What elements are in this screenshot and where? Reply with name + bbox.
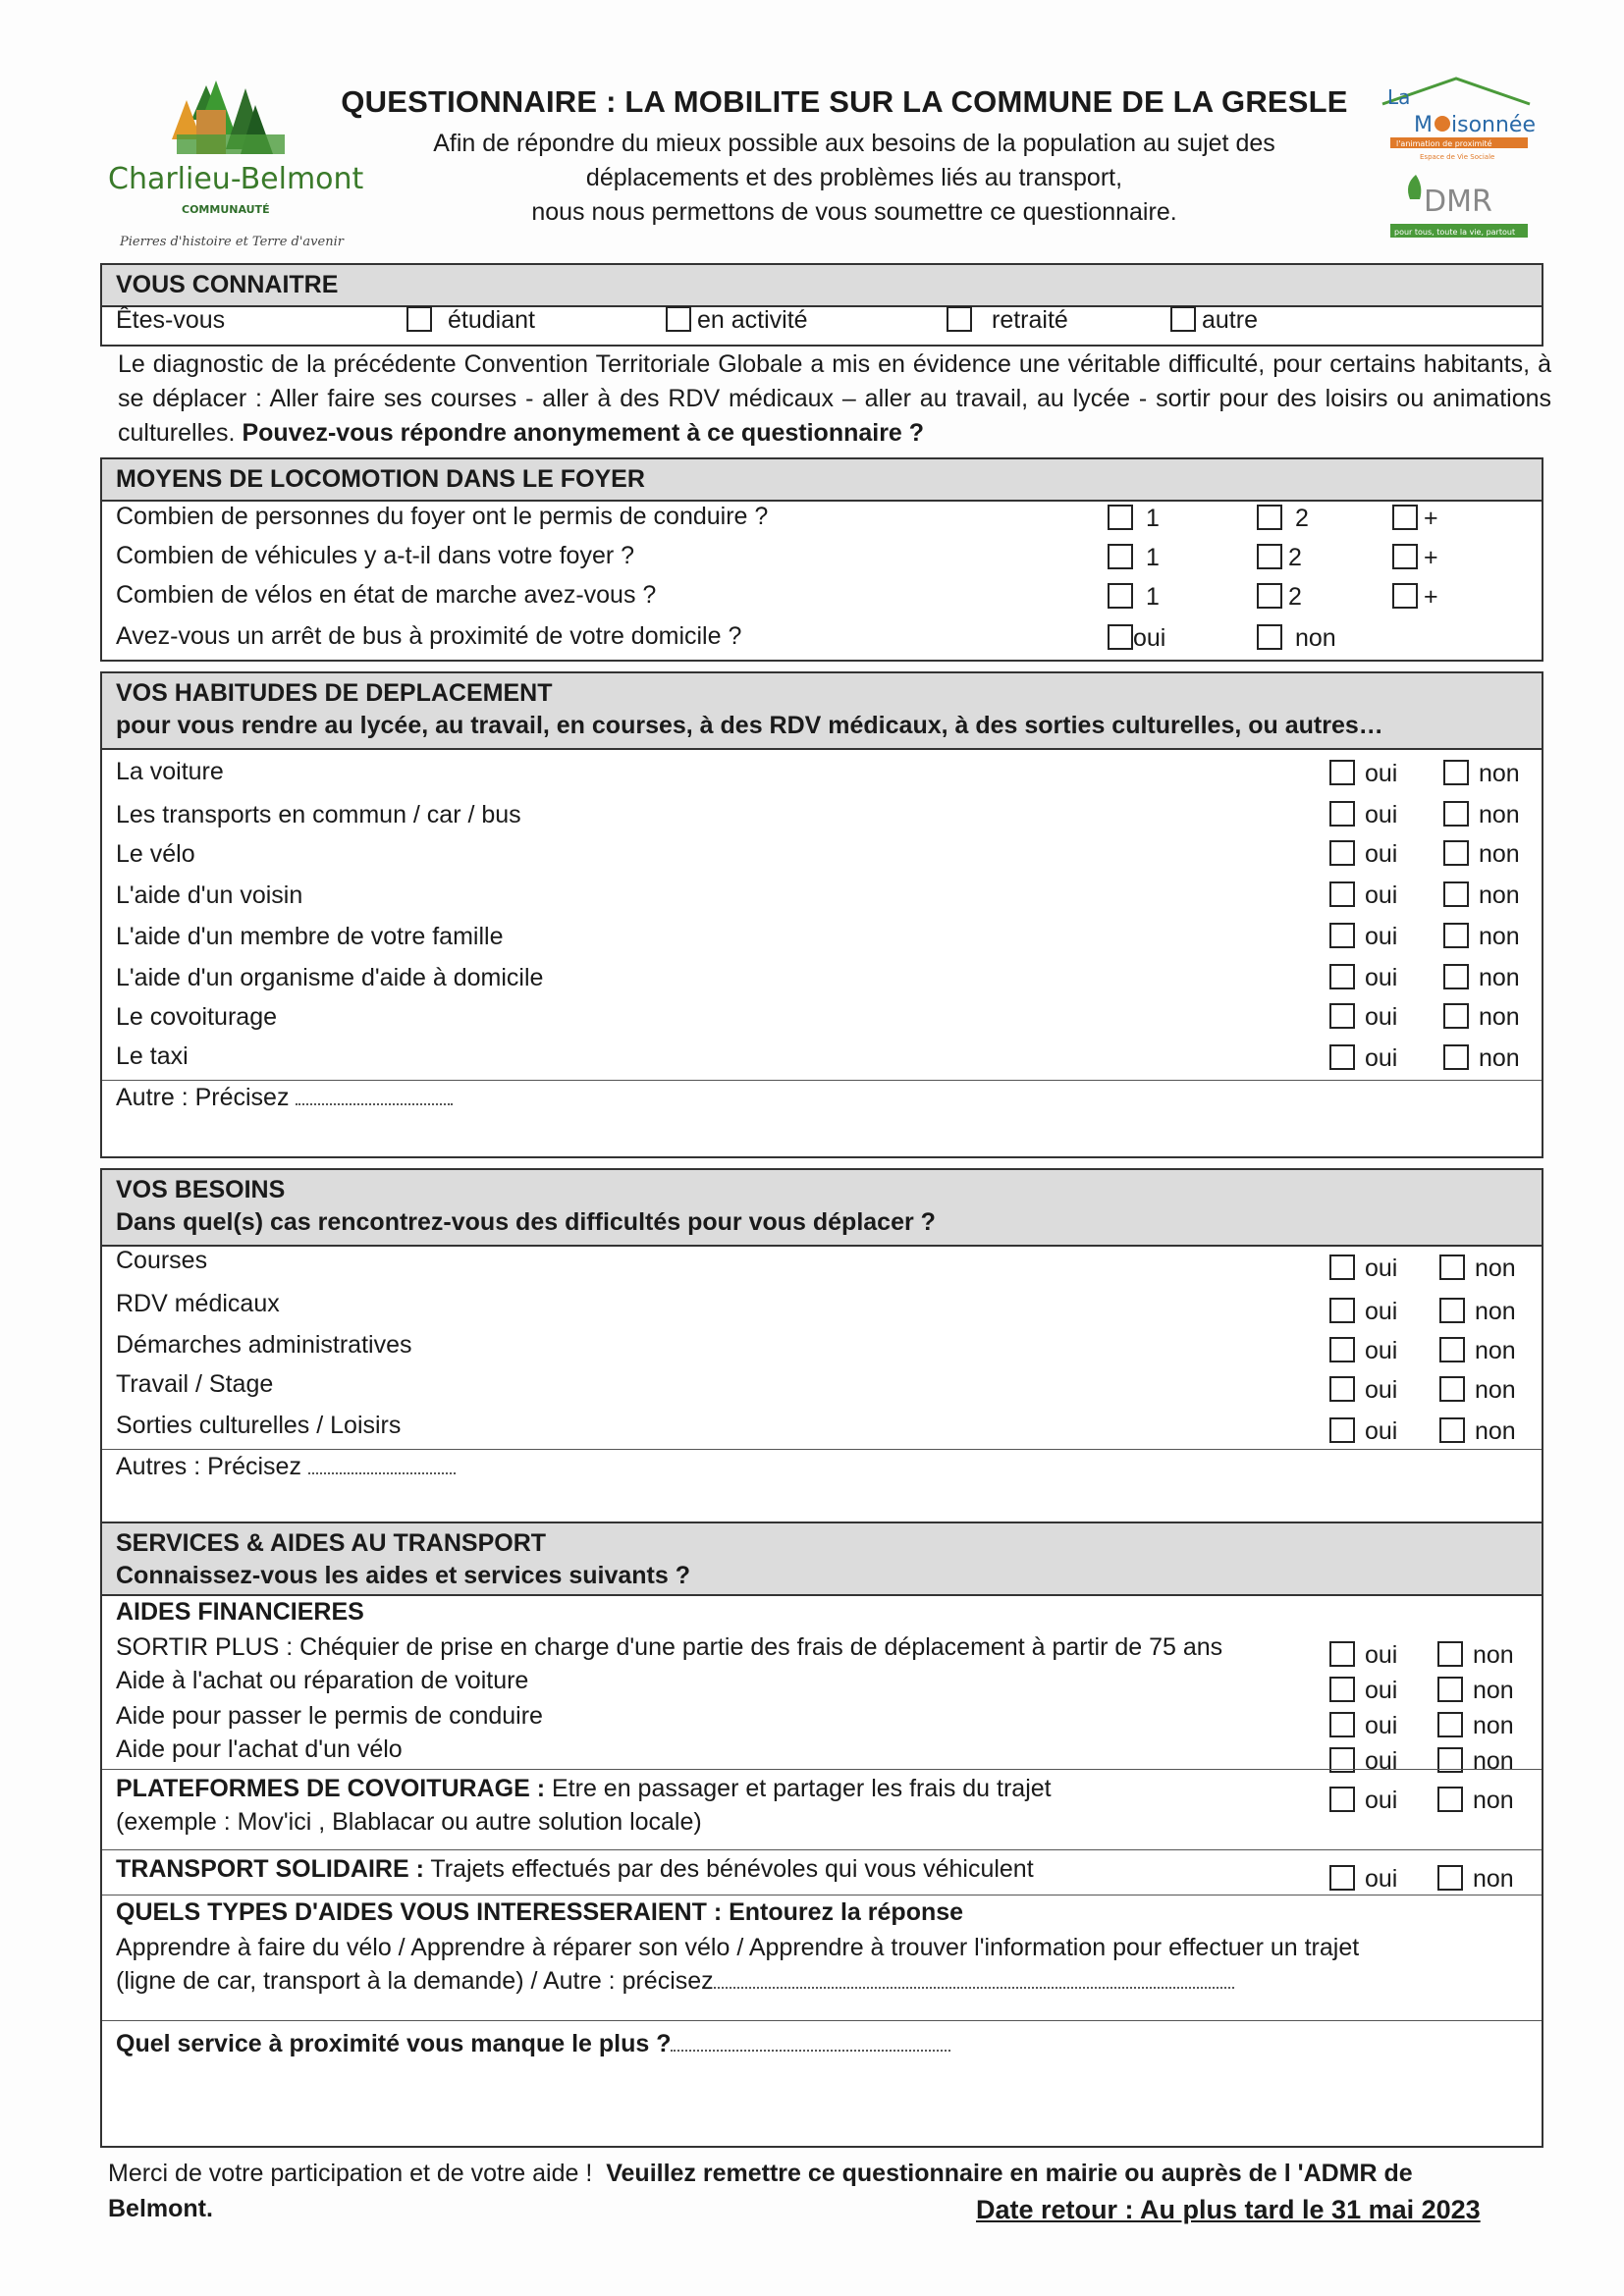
checkbox[interactable] — [1329, 881, 1355, 907]
checkbox[interactable] — [1329, 923, 1355, 948]
checkbox[interactable] — [1443, 881, 1469, 907]
answer-no[interactable]: non — [1443, 1044, 1520, 1073]
section-header — [102, 673, 1542, 750]
financial-aid-item: Aide à l'achat ou réparation de voiture — [116, 1667, 529, 1694]
checkbox[interactable] — [1329, 964, 1355, 989]
answer-line[interactable] — [296, 1102, 453, 1105]
question-vehicules: Combien de véhicules y a-t-il dans votre foyer ? — [116, 542, 635, 569]
checkbox[interactable] — [1392, 505, 1418, 530]
section-title: VOS BESOINS — [116, 1176, 286, 1203]
permis-option-2[interactable]: 2 — [1257, 505, 1309, 533]
diagnostic-paragraph: Le diagnostic de la précédente Convention Territoriale Globale a mis en évidence une véritable difficulté, pour certains habitants, à se déplacer : Aller faire ses courses - aller à des RDV médicaux – aller au travail, au lycée - sortir pour des loisirs ou animations culturelles. Pouvez-vous répondre anonymement à ce questionnaire ? — [118, 350, 1551, 447]
checkbox[interactable] — [1443, 840, 1469, 866]
velos-option-1[interactable]: 1 — [1108, 583, 1160, 612]
habit-other: Autre : Précisez — [116, 1084, 453, 1112]
transport-solidaire-row: TRANSPORT SOLIDAIRE : Trajets effectués par des bénévoles qui vous véhiculent — [116, 1855, 1034, 1883]
velos-option-2[interactable]: 2 — [1257, 583, 1302, 612]
velos-option-plus[interactable]: + — [1392, 583, 1438, 612]
section-subtitle: Dans quel(s) cas rencontrez-vous des difficultés pour vous déplacer ? — [116, 1208, 936, 1236]
vehicules-option-plus[interactable]: + — [1392, 544, 1438, 572]
checkbox[interactable] — [1329, 1865, 1355, 1891]
section-besoins-services — [100, 1168, 1543, 2148]
habit-item: La voiture — [116, 758, 224, 785]
checkbox-autre[interactable] — [1170, 306, 1196, 332]
status-question: Êtes-vous — [116, 306, 226, 334]
answer-yes[interactable]: oui — [1329, 1376, 1397, 1405]
svg-text:Pierres d'histoire et Terre d': Pierres d'histoire et Terre d'avenir — [120, 235, 344, 247]
divider — [102, 1849, 1542, 1850]
checkbox[interactable] — [1329, 1787, 1355, 1812]
answer-no[interactable]: non — [1439, 1417, 1516, 1446]
habit-item: Le vélo — [116, 840, 195, 868]
svg-text:pour tous, toute la vie, parto: pour tous, toute la vie, partout — [1394, 228, 1516, 237]
checkbox[interactable] — [1329, 1417, 1355, 1443]
checkbox[interactable] — [1329, 1712, 1355, 1737]
divider — [102, 2020, 1542, 2021]
checkbox[interactable] — [1329, 1255, 1355, 1280]
answer-no[interactable]: non — [1443, 760, 1520, 788]
divider — [102, 1769, 1542, 1770]
answer-yes[interactable]: oui — [1329, 1417, 1397, 1446]
vehicules-option-2[interactable]: 2 — [1257, 544, 1302, 572]
checkbox[interactable] — [1257, 544, 1282, 569]
service-question: Quel service à proximité vous manque le plus ? — [116, 2030, 950, 2058]
svg-text:l'animation de proximité: l'animation de proximité — [1396, 139, 1492, 148]
financial-aid-item: Aide pour passer le permis de conduire — [116, 1702, 543, 1730]
svg-text:COMMUNAUTÉ: COMMUNAUTÉ — [182, 203, 270, 216]
page-title: QUESTIONNAIRE : LA MOBILITE SUR LA COMMUNE DE LA GRESLE — [341, 84, 1348, 119]
answer-no[interactable]: non — [1443, 964, 1520, 992]
need-item: RDV médicaux — [116, 1290, 280, 1317]
answer-yes[interactable]: oui — [1329, 1712, 1397, 1740]
answer-no[interactable]: non — [1443, 801, 1520, 829]
answer-yes[interactable]: oui — [1329, 1255, 1397, 1283]
option-etudiant[interactable]: étudiant — [406, 306, 535, 335]
intro-line-2: déplacements et des problèmes liés au transport, — [585, 164, 1123, 191]
answer-yes[interactable]: oui — [1329, 881, 1397, 910]
question-arret-bus: Avez-vous un arrêt de bus à proximité de votre domicile ? — [116, 622, 742, 650]
checkbox[interactable] — [1437, 1712, 1463, 1737]
checkbox[interactable] — [1443, 964, 1469, 989]
checkbox[interactable] — [1329, 1337, 1355, 1362]
financial-aids-title: AIDES FINANCIERES — [116, 1598, 364, 1626]
section-subtitle: pour vous rendre au lycée, au travail, en courses, à des RDV médicaux, à des sorties culturelles, ou autres… — [116, 712, 1383, 739]
need-item: Démarches administratives — [116, 1331, 412, 1359]
answer-line[interactable] — [308, 1471, 456, 1474]
divider — [102, 1080, 1542, 1081]
section-title: SERVICES & AIDES AU TRANSPORT — [116, 1529, 547, 1557]
habit-item: Les transports en commun / car / bus — [116, 801, 521, 828]
answer-yes[interactable]: oui — [1329, 1003, 1397, 1032]
question-velos: Combien de vélos en état de marche avez-vous ? — [116, 581, 657, 609]
section-title: VOUS CONNAITRE — [102, 265, 1542, 307]
answer-no[interactable]: non — [1439, 1337, 1516, 1365]
checkbox[interactable] — [1108, 583, 1133, 609]
checkbox[interactable] — [1329, 801, 1355, 827]
answer-yes[interactable]: oui — [1329, 1787, 1397, 1815]
answer-yes[interactable]: oui — [1329, 964, 1397, 992]
permis-option-plus[interactable]: + — [1392, 505, 1438, 533]
answer-no[interactable]: non — [1439, 1255, 1516, 1283]
checkbox[interactable] — [1108, 505, 1133, 530]
vehicules-option-1[interactable]: 1 — [1108, 544, 1160, 572]
bus-option-non[interactable]: non — [1257, 624, 1336, 653]
answer-no[interactable]: non — [1443, 1003, 1520, 1032]
checkbox[interactable] — [1443, 923, 1469, 948]
checkbox[interactable] — [1329, 1641, 1355, 1667]
option-autre[interactable]: autre — [1170, 306, 1258, 335]
aid-types-question: QUELS TYPES D'AIDES VOUS INTERESSERAIENT : Entourez la réponse — [116, 1898, 964, 1926]
section-title: VOS HABITUDES DE DEPLACEMENT — [116, 679, 553, 707]
need-item: Courses — [116, 1247, 208, 1274]
checkbox[interactable] — [1437, 1677, 1463, 1702]
checkbox[interactable] — [1443, 1003, 1469, 1029]
answer-line[interactable] — [671, 2049, 950, 2052]
financial-aid-item: Aide pour l'achat d'un vélo — [116, 1735, 403, 1763]
bus-option-oui[interactable]: oui — [1108, 624, 1165, 653]
checkbox[interactable] — [1329, 1298, 1355, 1323]
answer-no[interactable]: non — [1437, 1641, 1514, 1670]
checkbox[interactable] — [1257, 583, 1282, 609]
answer-yes[interactable]: oui — [1329, 840, 1397, 869]
partner-logos — [1373, 77, 1540, 253]
checkbox[interactable] — [1443, 760, 1469, 785]
section-habitudes-deplacement — [100, 671, 1543, 1158]
section-subtitle: Connaissez-vous les aides et services suivants ? — [116, 1562, 690, 1589]
checkbox[interactable] — [1108, 544, 1133, 569]
checkbox[interactable] — [1439, 1298, 1465, 1323]
answer-yes[interactable]: oui — [1329, 1298, 1397, 1326]
question-permis: Combien de personnes du foyer ont le permis de conduire ? — [116, 503, 769, 530]
habit-item: L'aide d'un voisin — [116, 881, 303, 909]
habit-item: L'aide d'un organisme d'aide à domicile — [116, 964, 544, 991]
checkbox[interactable] — [1437, 1787, 1463, 1812]
answer-no[interactable]: non — [1437, 1747, 1514, 1776]
divider — [102, 1449, 1542, 1450]
checkbox[interactable] — [1329, 1677, 1355, 1702]
habit-item: L'aide d'un membre de votre famille — [116, 923, 504, 950]
permis-option-1[interactable]: 1 — [1108, 505, 1160, 533]
checkbox[interactable] — [1329, 1376, 1355, 1402]
section-moyens-locomotion — [100, 457, 1543, 662]
need-item: Sorties culturelles / Loisirs — [116, 1412, 402, 1439]
answer-no[interactable]: non — [1443, 881, 1520, 910]
checkbox[interactable] — [1329, 840, 1355, 866]
answer-no[interactable]: non — [1437, 1787, 1514, 1815]
answer-yes[interactable]: oui — [1329, 1677, 1397, 1705]
answer-yes[interactable]: oui — [1329, 923, 1397, 951]
checkbox[interactable] — [1329, 760, 1355, 785]
answer-yes[interactable]: oui — [1329, 1044, 1397, 1073]
answer-no[interactable]: non — [1437, 1677, 1514, 1705]
habit-item: Le taxi — [116, 1042, 189, 1070]
aid-types-options[interactable]: Apprendre à faire du vélo / Apprendre à réparer son vélo / Apprendre à trouver l'information pour effectuer un trajet — [116, 1934, 1360, 1961]
checkbox[interactable] — [1439, 1255, 1465, 1280]
checkbox[interactable] — [1437, 1865, 1463, 1891]
need-item: Travail / Stage — [116, 1370, 274, 1398]
answer-yes[interactable]: oui — [1329, 1641, 1397, 1670]
answer-yes[interactable]: oui — [1329, 1747, 1397, 1776]
footer-thanks: Merci de votre participation et de votre aide ! Veuillez remettre ce questionnaire en mairie ou auprès de l 'ADMR de — [108, 2160, 1413, 2187]
svg-text:isonnée: isonnée — [1451, 113, 1536, 137]
divider — [102, 1895, 1542, 1896]
return-date: Date retour : Au plus tard le 31 mai 2023 — [976, 2195, 1481, 2224]
answer-yes[interactable]: oui — [1329, 1337, 1397, 1365]
svg-text:M: M — [1414, 113, 1433, 137]
need-other: Autres : Précisez — [116, 1453, 456, 1481]
answer-yes[interactable]: oui — [1329, 760, 1397, 788]
answer-no[interactable]: non — [1443, 923, 1520, 951]
aid-types-other: (ligne de car, transport à la demande) / Autre : précisez — [116, 1967, 1234, 1996]
section-title: MOYENS DE LOCOMOTION DANS LE FOYER — [102, 459, 1542, 502]
habit-item: Le covoiturage — [116, 1003, 278, 1031]
checkbox-en-activite[interactable] — [666, 306, 691, 332]
checkbox[interactable] — [1439, 1376, 1465, 1402]
checkbox[interactable] — [1257, 505, 1282, 530]
checkbox[interactable] — [1443, 801, 1469, 827]
section-vous-connaitre — [100, 263, 1543, 347]
intro-line-3: nous nous permettons de vous soumettre ce questionnaire. — [531, 198, 1177, 226]
anonymous-request: Pouvez-vous répondre anonymement à ce questionnaire ? — [242, 419, 925, 447]
answer-line[interactable] — [714, 1986, 1234, 1989]
svg-text:Espace de Vie Sociale: Espace de Vie Sociale — [1420, 153, 1495, 161]
covoiturage-row: PLATEFORMES DE COVOITURAGE : Etre en passager et partager les frais du trajet — [116, 1775, 1052, 1802]
footer-belmont: Belmont. — [108, 2195, 213, 2222]
checkbox-retraite[interactable] — [947, 306, 972, 332]
financial-aid-item: SORTIR PLUS : Chéquier de prise en charge d'une partie des frais de déplacement à partir de 75 ans — [116, 1633, 1223, 1661]
option-en-activite[interactable]: en activité — [666, 306, 808, 335]
checkbox[interactable] — [1329, 1044, 1355, 1070]
answer-yes[interactable]: oui — [1329, 801, 1397, 829]
answer-yes[interactable]: oui — [1329, 1865, 1397, 1894]
services-header — [102, 1522, 1542, 1596]
checkbox-etudiant[interactable] — [406, 306, 432, 332]
option-retraite[interactable]: retraité — [947, 306, 1068, 335]
svg-text:Charlieu-Belmont: Charlieu-Belmont — [108, 162, 363, 196]
svg-text:La: La — [1387, 85, 1411, 109]
answer-no[interactable]: non — [1439, 1298, 1516, 1326]
answer-no[interactable]: non — [1439, 1376, 1516, 1405]
answer-no[interactable]: non — [1443, 840, 1520, 869]
section-header — [102, 1170, 1542, 1247]
checkbox[interactable] — [1257, 624, 1282, 650]
checkbox[interactable] — [1392, 583, 1418, 609]
checkbox[interactable] — [1439, 1417, 1465, 1443]
checkbox[interactable] — [1439, 1337, 1465, 1362]
checkbox[interactable] — [1392, 544, 1418, 569]
checkbox[interactable] — [1443, 1044, 1469, 1070]
answer-no[interactable]: non — [1437, 1865, 1514, 1894]
answer-no[interactable]: non — [1437, 1712, 1514, 1740]
svg-text:DMR: DMR — [1424, 185, 1492, 219]
checkbox[interactable] — [1108, 624, 1133, 650]
maisonnee-logo-icon — [1373, 77, 1540, 253]
covoiturage-example: (exemple : Mov'ici , Blablacar ou autre solution locale) — [116, 1808, 702, 1836]
checkbox[interactable] — [1437, 1641, 1463, 1667]
checkbox[interactable] — [1329, 1003, 1355, 1029]
intro-line-1: Afin de répondre du mieux possible aux besoins de la population au sujet des — [433, 130, 1275, 157]
